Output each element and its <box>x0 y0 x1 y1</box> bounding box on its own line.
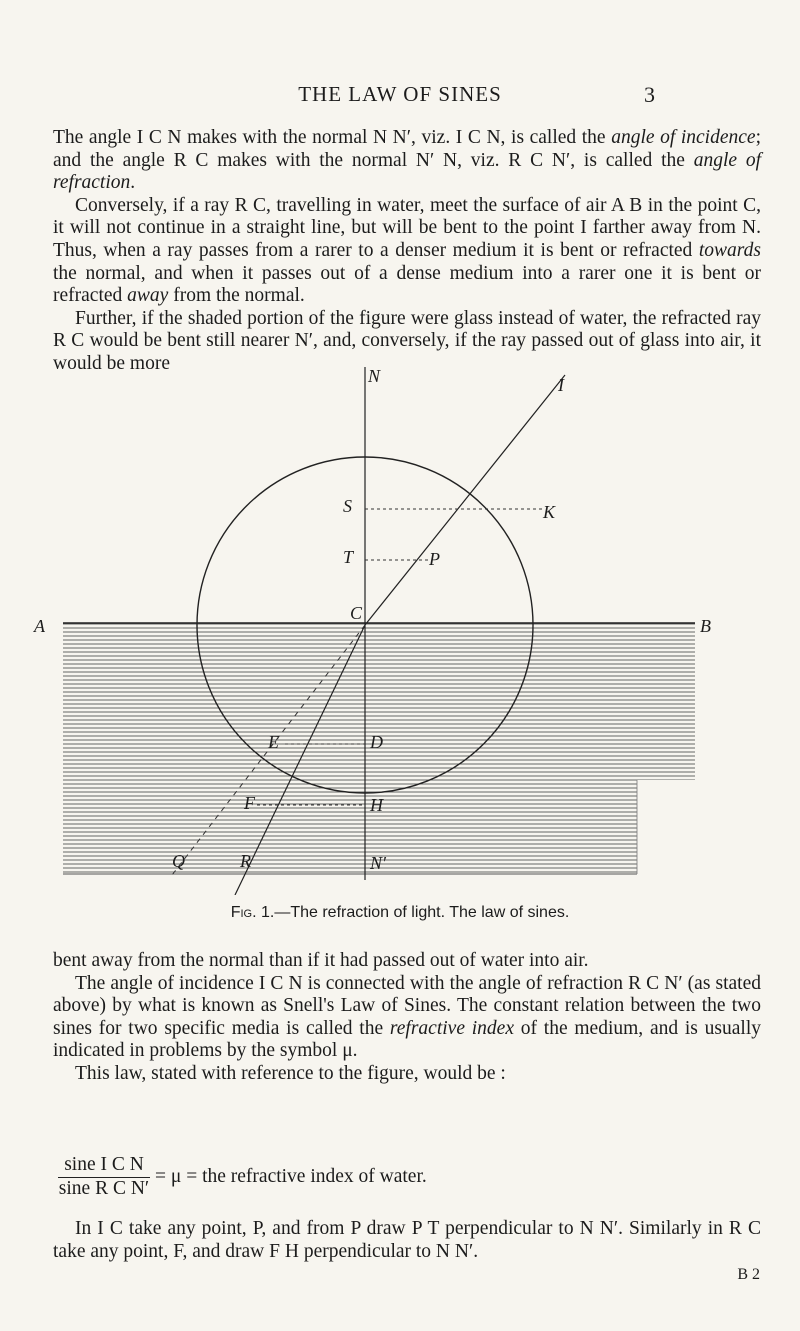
label-D: D <box>370 732 383 752</box>
paragraph-3: Further, if the shaded portion of the figure were glass instead of water, the refracted ray R C would be bent still nearer N′, and, conversely, if the ray passed out of glass into air, it would be more <box>53 307 761 374</box>
paragraph-6: This law, stated with reference to the figure, would be : <box>75 1062 506 1084</box>
formula-numerator: sine I C N <box>58 1154 150 1178</box>
label-S: S <box>343 496 352 516</box>
body-text-end <box>53 1218 761 1263</box>
label-B: B <box>700 616 711 636</box>
label-F: F <box>244 793 255 813</box>
page-header <box>0 82 800 106</box>
formula-rhs: = μ = the refractive index of water. <box>155 1166 427 1187</box>
signature-mark: B 2 <box>737 1266 760 1283</box>
paragraph-7: In I C take any point, P, and from P draw P T perpendicular to N N′. Similarly in R C take any point, F, and draw F H perpendicular to N N′. <box>53 1218 761 1262</box>
label-P: P <box>429 549 440 569</box>
formula-fraction <box>58 1154 150 1200</box>
label-H: H <box>370 795 383 815</box>
label-A: A <box>34 616 45 636</box>
refraction-figure <box>20 355 780 895</box>
running-head: THE LAW OF SINES <box>298 82 502 106</box>
label-T: T <box>343 547 354 567</box>
paragraph-5: The angle of incidence I C N is connected with the angle of refraction R C N′ (as stated above) by what is known as Snell's Law of Sines. The constant relation between the two sines for two specific media is called the refractive index of the medium, and is usually indicated in problems by the symbol μ. <box>53 972 761 1062</box>
body-text-bottom <box>53 950 761 1086</box>
label-C: C <box>350 603 363 623</box>
label-K: K <box>543 502 556 522</box>
label-R: R <box>240 851 251 871</box>
formula-denominator: sine R C N′ <box>58 1178 150 1199</box>
snell-formula <box>53 1154 761 1214</box>
label-Q: Q <box>172 851 185 871</box>
label-N: N <box>368 366 381 386</box>
body-text-top <box>53 127 761 376</box>
incident-ray <box>365 375 565 625</box>
figure-caption: Fig. 1.—The refraction of light. The law of sines. <box>230 904 570 921</box>
paragraph-1: The angle I C N makes with the normal N N′, viz. I C N, is called the angle of incidence; and the angle R C makes with the normal N′ N, viz. R C N′, is called the angle of refraction. <box>53 127 761 194</box>
paragraph-2: Conversely, if a ray R C, travelling in water, meet the surface of air A B in the point C, it will not continue in a straight line, but will be bent to the point I farther away from N. Thus, when a ray passes from a rarer to a denser medium it is bent or refracted towards the normal, and when it passes out of a dense medium into a rarer one it is bent or refracted away from the normal. <box>53 194 761 307</box>
page-number: 3 <box>644 82 655 107</box>
label-N-prime: N′ <box>370 853 386 873</box>
paragraph-4: bent away from the normal than if it had passed out of water into air. <box>53 950 589 971</box>
label-E: E <box>268 732 279 752</box>
label-I: I <box>558 375 564 395</box>
